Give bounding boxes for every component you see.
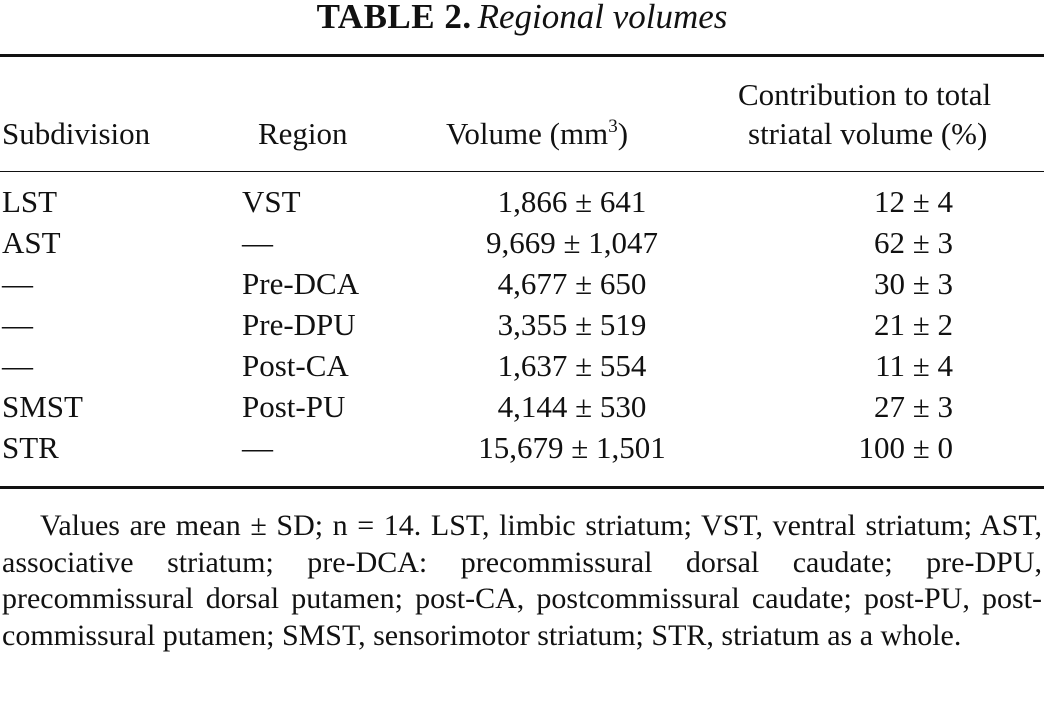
cell-region: — <box>242 225 273 260</box>
cell-region: — <box>242 430 273 465</box>
header-volume-superscript: 3 <box>608 116 618 137</box>
table-footnote <box>2 508 1042 654</box>
cell-volume: 9,669 ± 1,047 <box>485 225 658 260</box>
cell-contribution: 11 ± 4 <box>875 348 953 383</box>
top-rule <box>0 54 1044 57</box>
cell-contribution: 21 ± 2 <box>873 307 953 342</box>
header-contribution-line2: striatal volume (%) <box>748 116 988 151</box>
cell-region: VST <box>242 184 301 219</box>
cell-volume: 4,144 ± 530 <box>497 389 647 424</box>
cell-subdivision: LST <box>2 184 58 219</box>
cell-region: Post-CA <box>242 348 349 383</box>
footnote-text: Values are mean ± SD; n = 14. LST, limbic striatum; VST, ventral striatum; AST, associative striatum; pre-DCA: precommissural dorsal caudate; pre-DPU, precommissural dorsal putamen; post-CA, postcommissural caudate; post-PU, post-commissural putamen; SMST, sensorimotor striatum; STR, striatum as a whole. <box>2 509 1042 652</box>
cell-volume: 1,637 ± 554 <box>497 348 647 383</box>
cell-subdivision: — <box>2 307 33 342</box>
cell-contribution: 12 ± 4 <box>873 184 953 219</box>
cell-contribution: 30 ± 3 <box>873 266 953 301</box>
header-contribution-line1: Contribution to total <box>738 77 992 112</box>
cell-volume: 15,679 ± 1,501 <box>478 430 666 465</box>
cell-subdivision: SMST <box>2 389 83 424</box>
cell-region: Pre-DCA <box>242 266 360 301</box>
header-rule <box>0 171 1044 172</box>
cell-contribution: 100 ± 0 <box>858 430 953 465</box>
cell-region: Post-PU <box>242 389 346 424</box>
cell-contribution: 62 ± 3 <box>873 225 953 260</box>
cell-volume: 4,677 ± 650 <box>497 266 647 301</box>
header-volume <box>446 116 628 152</box>
cell-volume: 3,355 ± 519 <box>497 307 647 342</box>
cell-subdivision: — <box>2 348 33 383</box>
header-subdivision: Subdivision <box>2 116 151 151</box>
header-volume-text: Volume (mm <box>446 116 609 151</box>
cell-contribution: 27 ± 3 <box>873 389 953 424</box>
cell-subdivision: STR <box>2 430 59 465</box>
header-volume-close: ) <box>617 116 629 151</box>
table-caption: Regional volumes <box>477 0 728 36</box>
cell-region: Pre-DPU <box>242 307 356 342</box>
header-region: Region <box>258 116 348 151</box>
bottom-rule <box>0 486 1044 489</box>
table-label: TABLE 2. <box>316 0 472 36</box>
table-title <box>0 0 1044 40</box>
cell-volume: 1,866 ± 641 <box>497 184 647 219</box>
cell-subdivision: AST <box>2 225 61 260</box>
cell-subdivision: — <box>2 266 33 301</box>
